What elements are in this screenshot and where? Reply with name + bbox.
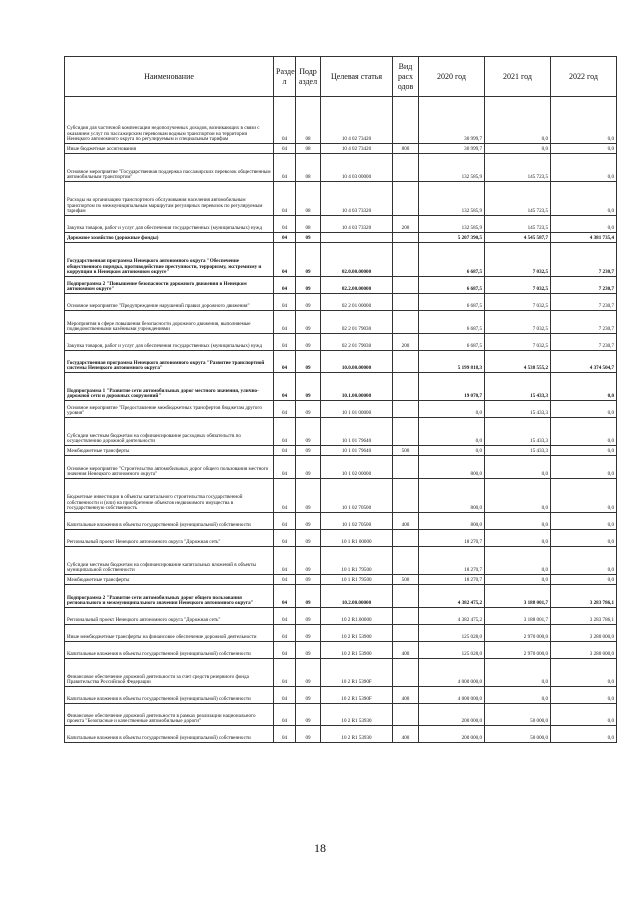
row-target-article: 10 1 R1 79500 xyxy=(321,547,393,575)
row-podrazdel: 09 xyxy=(296,659,321,687)
table-row xyxy=(65,334,617,351)
row-target-article: 10 4 03 73320 xyxy=(321,216,393,233)
row-amount-2021: 3 188 001,7 xyxy=(485,585,551,608)
row-amount-2020: 0,0 xyxy=(419,418,485,446)
row-expense-type xyxy=(393,585,419,608)
row-razdel: 04 xyxy=(274,418,296,446)
row-target-article: 10 2 R1 53900 xyxy=(321,642,393,659)
row-amount-2020: 30 999,7 xyxy=(419,144,485,154)
row-amount-2020: 6 687,5 xyxy=(419,334,485,351)
row-amount-2022: 0,0 xyxy=(551,401,617,418)
table-row xyxy=(65,311,617,334)
row-amount-2020: 4 382 475,2 xyxy=(419,585,485,608)
row-razdel: 04 xyxy=(274,311,296,334)
row-amount-2022: 7 230,7 xyxy=(551,277,617,294)
row-target-article: 10.0.00.00000 xyxy=(321,351,393,373)
row-target-article: 10.2.00.00000 xyxy=(321,585,393,608)
header-podrazdel: Подр аздел xyxy=(296,57,321,97)
row-expense-type: 500 xyxy=(393,575,419,585)
table-row xyxy=(65,547,617,575)
row-razdel: 04 xyxy=(274,277,296,294)
row-podrazdel: 09 xyxy=(296,373,321,401)
row-amount-2020: 4 000 000,0 xyxy=(419,687,485,704)
row-razdel: 04 xyxy=(274,513,296,530)
row-amount-2020: 132 585,9 xyxy=(419,216,485,233)
row-target-article: 10.1.00.00000 xyxy=(321,373,393,401)
row-amount-2022: 0,0 xyxy=(551,154,617,182)
row-amount-2021: 2 970 000,0 xyxy=(485,642,551,659)
table-row xyxy=(65,687,617,704)
table-header-row xyxy=(65,57,617,97)
row-podrazdel: 08 xyxy=(296,97,321,144)
row-amount-2020: 6 687,5 xyxy=(419,294,485,311)
row-razdel: 04 xyxy=(274,182,296,216)
row-expense-type xyxy=(393,277,419,294)
row-amount-2021: 50 000,0 xyxy=(485,726,551,743)
row-expense-type xyxy=(393,182,419,216)
row-razdel: 04 xyxy=(274,294,296,311)
row-razdel: 04 xyxy=(274,144,296,154)
row-amount-2022: 7 230,7 xyxy=(551,294,617,311)
row-razdel: 04 xyxy=(274,154,296,182)
row-amount-2021: 145 723,5 xyxy=(485,154,551,182)
row-amount-2020: 200 000,0 xyxy=(419,726,485,743)
row-razdel: 04 xyxy=(274,547,296,575)
row-target-article: 10 1 02 70500 xyxy=(321,513,393,530)
row-amount-2021: 145 723,5 xyxy=(485,216,551,233)
row-razdel: 04 xyxy=(274,642,296,659)
row-expense-type: 200 xyxy=(393,216,419,233)
row-amount-2022: 0,0 xyxy=(551,530,617,547)
row-podrazdel: 09 xyxy=(296,530,321,547)
table-row xyxy=(65,446,617,456)
row-target-article: 02 2 01 79030 xyxy=(321,311,393,334)
row-amount-2022: 3 283 786,1 xyxy=(551,585,617,608)
header-year-2020: 2020 год xyxy=(419,57,485,97)
row-target-article: 10 2 R1 5390F xyxy=(321,659,393,687)
header-year-2021: 2021 год xyxy=(485,57,551,97)
row-razdel: 04 xyxy=(274,233,296,243)
row-amount-2021: 7 032,5 xyxy=(485,243,551,277)
row-expense-type xyxy=(393,351,419,373)
row-name: Закупка товаров, работ и услуг для обеспечения государственных (муниципальных) нужд xyxy=(65,334,274,351)
row-target-article: 10 2 R1 53930 xyxy=(321,704,393,726)
row-podrazdel: 09 xyxy=(296,726,321,743)
row-amount-2020: 800,0 xyxy=(419,456,485,479)
table-row xyxy=(65,642,617,659)
row-razdel: 04 xyxy=(274,608,296,625)
row-amount-2022: 0,0 xyxy=(551,97,617,144)
row-target-article: 02 2 01 00000 xyxy=(321,294,393,311)
row-name: Бюджетные инвестиции в объекты капитального строительства государственной собственности и (или) на приобретение объектов недвижимого имущества в государственную собственность xyxy=(65,479,274,513)
row-razdel: 04 xyxy=(274,585,296,608)
row-amount-2022: 0,0 xyxy=(551,216,617,233)
row-podrazdel: 09 xyxy=(296,687,321,704)
table-row xyxy=(65,479,617,513)
row-podrazdel: 09 xyxy=(296,277,321,294)
row-name: Межбюджетные трансферты xyxy=(65,446,274,456)
row-expense-type xyxy=(393,479,419,513)
row-name: Подпрограмма 2 "Повышение безопасности дорожного движения в Ненецком автономном округе" xyxy=(65,277,274,294)
row-expense-type xyxy=(393,659,419,687)
header-name: Наименование xyxy=(65,57,274,97)
row-expense-type xyxy=(393,625,419,642)
table-row xyxy=(65,243,617,277)
table-row xyxy=(65,351,617,373)
row-expense-type xyxy=(393,154,419,182)
row-expense-type: 800 xyxy=(393,144,419,154)
row-amount-2021: 0,0 xyxy=(485,659,551,687)
row-name: Государственная программа Ненецкого автономного округа "Развитие транспортной системы Ненецкого автономного округа" xyxy=(65,351,274,373)
row-amount-2021: 0,0 xyxy=(485,479,551,513)
row-razdel: 04 xyxy=(274,659,296,687)
row-amount-2020: 0,0 xyxy=(419,401,485,418)
row-target-article: 10 4 03 73320 xyxy=(321,182,393,216)
row-razdel: 04 xyxy=(274,625,296,642)
row-amount-2021: 145 723,5 xyxy=(485,182,551,216)
row-podrazdel: 09 xyxy=(296,585,321,608)
row-podrazdel: 09 xyxy=(296,294,321,311)
row-amount-2021: 7 032,5 xyxy=(485,277,551,294)
row-razdel: 04 xyxy=(274,97,296,144)
row-expense-type: 200 xyxy=(393,334,419,351)
row-expense-type xyxy=(393,97,419,144)
row-amount-2021: 15 433,3 xyxy=(485,446,551,456)
row-razdel: 04 xyxy=(274,446,296,456)
row-amount-2022: 0,0 xyxy=(551,575,617,585)
row-amount-2022: 0,0 xyxy=(551,479,617,513)
row-expense-type: 400 xyxy=(393,726,419,743)
row-podrazdel: 08 xyxy=(296,154,321,182)
row-expense-type xyxy=(393,294,419,311)
table-row xyxy=(65,704,617,726)
row-amount-2022: 4 381 735,4 xyxy=(551,233,617,243)
row-razdel: 04 xyxy=(274,216,296,233)
row-name: Межбюджетные трансферты xyxy=(65,575,274,585)
row-podrazdel: 09 xyxy=(296,513,321,530)
row-expense-type xyxy=(393,547,419,575)
table-row xyxy=(65,456,617,479)
row-amount-2021: 0,0 xyxy=(485,687,551,704)
row-amount-2020: 4 382 475,2 xyxy=(419,608,485,625)
row-amount-2020: 6 687,5 xyxy=(419,243,485,277)
row-amount-2020: 6 687,5 xyxy=(419,277,485,294)
header-year-2022: 2022 год xyxy=(551,57,617,97)
row-name: Дорожное хозяйство (дорожные фонды) xyxy=(65,233,274,243)
row-amount-2022: 0,0 xyxy=(551,456,617,479)
row-expense-type xyxy=(393,373,419,401)
page-number: 18 xyxy=(314,841,326,855)
row-amount-2020: 5 199 818,3 xyxy=(419,351,485,373)
row-podrazdel: 09 xyxy=(296,418,321,446)
row-podrazdel: 09 xyxy=(296,456,321,479)
row-name: Субсидии местным бюджетам на софинансирование капитальных вложений в объекты муниципальной собственности xyxy=(65,547,274,575)
row-razdel: 04 xyxy=(274,479,296,513)
row-name: Субсидии местным бюджетам на софинансирование расходных обязательств по осуществлению дорожной деятельности xyxy=(65,418,274,446)
row-name: Основное мероприятие "Предоставление межбюджетных трансфертов бюджетам другого уровня" xyxy=(65,401,274,418)
table-row xyxy=(65,625,617,642)
row-amount-2020: 18 270,7 xyxy=(419,575,485,585)
row-podrazdel: 09 xyxy=(296,311,321,334)
row-amount-2021: 4 538 555,2 xyxy=(485,351,551,373)
row-podrazdel: 09 xyxy=(296,401,321,418)
row-podrazdel: 09 xyxy=(296,575,321,585)
row-amount-2021: 50 000,0 xyxy=(485,704,551,726)
row-name: Государственная программа Ненецкого автономного округа "Обеспечение общественного порядка, противодействие преступности, терроризму, экстремизму и коррупции в Ненецком автономном округе" xyxy=(65,243,274,277)
table-row xyxy=(65,144,617,154)
table-row xyxy=(65,277,617,294)
table-row xyxy=(65,659,617,687)
table-row xyxy=(65,608,617,625)
row-expense-type: 400 xyxy=(393,687,419,704)
row-name: Закупка товаров, работ и услуг для обеспечения государственных (муниципальных) нужд xyxy=(65,216,274,233)
row-amount-2022: 0,0 xyxy=(551,547,617,575)
row-target-article: 02.0.00.00000 xyxy=(321,243,393,277)
row-amount-2021: 15 433,3 xyxy=(485,401,551,418)
table-row xyxy=(65,97,617,144)
row-amount-2022: 0,0 xyxy=(551,704,617,726)
row-amount-2020: 132 585,9 xyxy=(419,154,485,182)
budget-table xyxy=(64,56,617,743)
row-target-article: 10 1 02 00000 xyxy=(321,456,393,479)
table-row xyxy=(65,401,617,418)
row-amount-2022: 0,0 xyxy=(551,182,617,216)
row-amount-2020: 132 585,9 xyxy=(419,182,485,216)
row-expense-type: 400 xyxy=(393,513,419,530)
row-target-article xyxy=(321,233,393,243)
row-amount-2022: 0,0 xyxy=(551,513,617,530)
row-expense-type: 500 xyxy=(393,446,419,456)
row-amount-2021: 4 545 587,7 xyxy=(485,233,551,243)
row-razdel: 04 xyxy=(274,575,296,585)
header-expense-type: Вид расх одов xyxy=(393,57,419,97)
row-expense-type xyxy=(393,311,419,334)
row-amount-2020: 800,0 xyxy=(419,479,485,513)
row-podrazdel: 09 xyxy=(296,704,321,726)
row-amount-2020: 200 000,0 xyxy=(419,704,485,726)
row-amount-2021: 7 032,5 xyxy=(485,294,551,311)
row-name: Подпрограмма 1 "Развитие сети автомобильных дорог местного значения, улично-дорожной сети и дорожных сооружений" xyxy=(65,373,274,401)
row-target-article: 10 4 02 73420 xyxy=(321,97,393,144)
row-amount-2020: 6 687,5 xyxy=(419,311,485,334)
row-amount-2022: 0,0 xyxy=(551,687,617,704)
row-amount-2020: 18 270,7 xyxy=(419,547,485,575)
table-row xyxy=(65,575,617,585)
row-amount-2022: 0,0 xyxy=(551,418,617,446)
row-amount-2021: 15 433,3 xyxy=(485,373,551,401)
row-target-article: 10 1 02 70500 xyxy=(321,479,393,513)
row-amount-2020: 18 270,7 xyxy=(419,530,485,547)
row-amount-2020: 125 028,0 xyxy=(419,642,485,659)
row-podrazdel: 09 xyxy=(296,233,321,243)
row-razdel: 04 xyxy=(274,687,296,704)
row-amount-2021: 7 032,5 xyxy=(485,334,551,351)
row-podrazdel: 09 xyxy=(296,608,321,625)
row-amount-2020: 4 000 000,0 xyxy=(419,659,485,687)
row-podrazdel: 09 xyxy=(296,642,321,659)
row-amount-2022: 7 230,7 xyxy=(551,243,617,277)
row-amount-2020: 800,0 xyxy=(419,513,485,530)
row-razdel: 04 xyxy=(274,243,296,277)
row-amount-2021: 2 970 000,0 xyxy=(485,625,551,642)
table-row xyxy=(65,294,617,311)
row-target-article: 10 2 R1 53930 xyxy=(321,726,393,743)
budget-table-sheet xyxy=(64,56,616,743)
row-razdel: 04 xyxy=(274,373,296,401)
row-expense-type xyxy=(393,233,419,243)
row-amount-2022: 7 230,7 xyxy=(551,334,617,351)
row-name: Подпрограмма 2 "Развитие сети автомобильных дорог общего пользования регионального и межмуниципального значения Ненецкого автономного округа" xyxy=(65,585,274,608)
header-target-article: Целевая статья xyxy=(321,57,393,97)
row-name: Основное мероприятие "Строительство автомобильных дорог общего пользования местного значения Ненецкого автономного округа" xyxy=(65,456,274,479)
row-expense-type xyxy=(393,456,419,479)
row-expense-type xyxy=(393,401,419,418)
row-podrazdel: 09 xyxy=(296,351,321,373)
row-name: Капитальные вложения в объекты государственной (муниципальной) собственности xyxy=(65,642,274,659)
row-amount-2021: 3 188 001,7 xyxy=(485,608,551,625)
row-razdel: 04 xyxy=(274,351,296,373)
row-name: Региональный проект Ненецкого автономного округа "Дорожная сеть" xyxy=(65,608,274,625)
row-expense-type xyxy=(393,704,419,726)
row-podrazdel: 09 xyxy=(296,334,321,351)
row-target-article: 10 1 01 00000 xyxy=(321,401,393,418)
row-razdel: 04 xyxy=(274,334,296,351)
row-target-article: 10 1 R1 79500 xyxy=(321,575,393,585)
row-amount-2020: 19 070,7 xyxy=(419,373,485,401)
row-podrazdel: 09 xyxy=(296,243,321,277)
row-podrazdel: 09 xyxy=(296,625,321,642)
row-name: Финансовое обеспечение дорожной деятельности за счет средств резервного фонда Правительства Российской Федерации xyxy=(65,659,274,687)
row-amount-2021: 0,0 xyxy=(485,530,551,547)
row-amount-2021: 0,0 xyxy=(485,513,551,530)
row-podrazdel: 09 xyxy=(296,479,321,513)
row-name: Капитальные вложения в объекты государственной (муниципальной) собственности xyxy=(65,687,274,704)
row-amount-2022: 3 280 000,0 xyxy=(551,625,617,642)
row-target-article: 10 2 R1 5390F xyxy=(321,687,393,704)
row-target-article: 10 1 01 79640 xyxy=(321,418,393,446)
row-razdel: 04 xyxy=(274,704,296,726)
row-razdel: 04 xyxy=(274,456,296,479)
row-podrazdel: 08 xyxy=(296,182,321,216)
row-target-article: 10 2 R1.00000 xyxy=(321,608,393,625)
row-podrazdel: 08 xyxy=(296,144,321,154)
row-name: Капитальные вложения в объекты государственной (муниципальной) собственности xyxy=(65,726,274,743)
row-target-article: 10 1 01 79640 xyxy=(321,446,393,456)
row-amount-2021: 0,0 xyxy=(485,547,551,575)
row-target-article: 10 4 03 00000 xyxy=(321,154,393,182)
row-podrazdel: 09 xyxy=(296,547,321,575)
row-amount-2022: 0,0 xyxy=(551,726,617,743)
table-row xyxy=(65,726,617,743)
table-row xyxy=(65,182,617,216)
table-row xyxy=(65,154,617,182)
row-amount-2020: 5 207 390,5 xyxy=(419,233,485,243)
row-target-article: 02 2 01 79030 xyxy=(321,334,393,351)
table-row xyxy=(65,585,617,608)
table-row xyxy=(65,418,617,446)
row-amount-2022: 7 230,7 xyxy=(551,311,617,334)
row-name: Основное мероприятие "Предупреждение нарушений правил дорожного движения" xyxy=(65,294,274,311)
row-expense-type xyxy=(393,243,419,277)
row-expense-type: 400 xyxy=(393,642,419,659)
row-target-article: 10 1 R1 00000 xyxy=(321,530,393,547)
row-target-article: 02.2.00.00000 xyxy=(321,277,393,294)
table-row xyxy=(65,513,617,530)
row-name: Субсидия для частичной компенсации недополученных доходов, возникающих в связи с оказанием услуг по пассажирским перевозкам водным транспортом на территории Ненецкого автономного округа по регулируемым и специальным тарифам xyxy=(65,97,274,144)
row-amount-2020: 30 999,7 xyxy=(419,97,485,144)
row-target-article: 10 2 R1 53900 xyxy=(321,625,393,642)
row-name: Основное мероприятие "Государственная поддержка пассажирских перевозок общественным автомобильным транспортом" xyxy=(65,154,274,182)
row-razdel: 04 xyxy=(274,401,296,418)
row-amount-2022: 3 283 786,1 xyxy=(551,608,617,625)
row-amount-2021: 0,0 xyxy=(485,456,551,479)
row-amount-2022: 0,0 xyxy=(551,144,617,154)
row-amount-2022: 0,0 xyxy=(551,659,617,687)
row-amount-2021: 0,0 xyxy=(485,144,551,154)
row-amount-2022: 4 374 504,7 xyxy=(551,351,617,373)
row-name: Мероприятия в сфере повышения безопасности дорожного движения, выполняемые подведомственными казёнными учреждениями xyxy=(65,311,274,334)
table-row xyxy=(65,233,617,243)
row-podrazdel: 08 xyxy=(296,216,321,233)
row-amount-2021: 7 032,5 xyxy=(485,311,551,334)
row-name: Расходы на организацию транспортного обслуживания населения автомобильным транспортом по межмуниципальным маршрутам регулярных перевозок по регулируемым тарифам xyxy=(65,182,274,216)
row-razdel: 04 xyxy=(274,530,296,547)
row-amount-2020: 0,0 xyxy=(419,446,485,456)
row-amount-2022: 0,0 xyxy=(551,446,617,456)
table-row xyxy=(65,373,617,401)
row-name: Капитальные вложения в объекты государственной (муниципальной) собственности xyxy=(65,513,274,530)
row-amount-2022: 3 280 000,0 xyxy=(551,642,617,659)
table-row xyxy=(65,530,617,547)
row-amount-2021: 0,0 xyxy=(485,97,551,144)
row-amount-2021: 0,0 xyxy=(485,575,551,585)
row-amount-2021: 15 433,3 xyxy=(485,418,551,446)
header-razdel: Разде л xyxy=(274,57,296,97)
table-row xyxy=(65,216,617,233)
row-name: Финансовое обеспечение дорожной деятельности в рамках реализации национального проекта "Безопасные и качественные автомобильные дороги" xyxy=(65,704,274,726)
row-expense-type xyxy=(393,608,419,625)
row-expense-type xyxy=(393,530,419,547)
row-name: Региональный проект Ненецкого автономного округа "Дорожная сеть" xyxy=(65,530,274,547)
row-name: Иные бюджетные ассигнования xyxy=(65,144,274,154)
row-target-article: 10 4 02 73420 xyxy=(321,144,393,154)
row-amount-2022: 0,0 xyxy=(551,373,617,401)
row-podrazdel: 09 xyxy=(296,446,321,456)
row-amount-2020: 125 028,0 xyxy=(419,625,485,642)
row-razdel: 04 xyxy=(274,726,296,743)
row-name: Иные межбюджетные трансферты на финансовое обеспечение дорожной деятельности xyxy=(65,625,274,642)
row-expense-type xyxy=(393,418,419,446)
